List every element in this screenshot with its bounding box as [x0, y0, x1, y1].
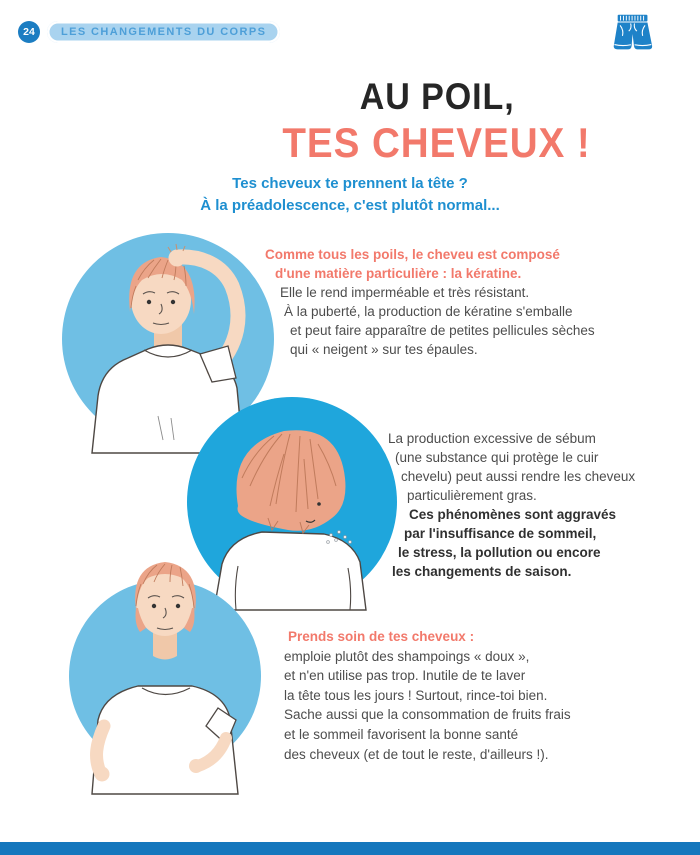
page-number-badge: 24 [18, 21, 40, 43]
boy-facing-forward-illustration [58, 558, 274, 800]
text-line: À la puberté, la production de kératine s'emballe [284, 304, 573, 319]
collection-title: LES CHANGEMENTS DU CORPS [61, 26, 267, 38]
text-line: des cheveux (et de tout le reste, d'ailleurs !). [284, 746, 549, 762]
footer-bar [0, 842, 700, 855]
text-line: La production excessive de sébum [388, 431, 596, 446]
text-line: et le sommeil favorisent la bonne santé [284, 726, 519, 742]
text-line: Prends soin de tes cheveux : [288, 629, 475, 644]
text-line: Comme tous les poils, le cheveu est composé [265, 247, 560, 262]
text-line: Elle le rend imperméable et très résistant. [280, 285, 530, 300]
text-line: Sache aussi que la consommation de fruits frais [284, 707, 571, 723]
intro-text [0, 173, 700, 217]
page-title-line1: AU POIL, [359, 76, 515, 117]
page-title [87, 76, 700, 167]
text-line: (une substance qui protège le cuir [395, 450, 599, 465]
collection-title-badge [47, 21, 280, 43]
text-line: emploie plutôt des shampoings « doux », [284, 648, 530, 664]
text-line: par l'insuffisance de sommeil, [404, 526, 597, 541]
text-line: la tête tous les jours ! Surtout, rince-toi bien. [284, 687, 548, 703]
page-title-line2: TES CHEVEUX ! [282, 119, 592, 166]
text-line: Ces phénomènes sont aggravés [409, 507, 617, 522]
text-line: qui « neigent » sur tes épaules. [290, 342, 478, 357]
shorts-icon [610, 11, 658, 57]
intro-line-2: À la préadolescence, c'est plutôt normal... [200, 197, 500, 214]
section3-text [284, 627, 571, 764]
text-line: particulièrement gras. [407, 488, 537, 503]
section1-text [262, 245, 595, 359]
text-line: d'une matière particulière : la kératine. [275, 266, 522, 281]
section2-text [385, 429, 635, 581]
text-line: et peut faire apparaître de petites pellicules sèches [290, 323, 595, 338]
text-line: et n'en utilise pas trop. Inutile de te laver [284, 668, 526, 684]
text-line: le stress, la pollution ou encore [398, 545, 601, 560]
intro-line-1: Tes cheveux te prennent la tête ? [232, 175, 468, 192]
text-line: chevelu) peut aussi rendre les cheveux [401, 469, 636, 484]
text-line: les changements de saison. [392, 564, 572, 579]
